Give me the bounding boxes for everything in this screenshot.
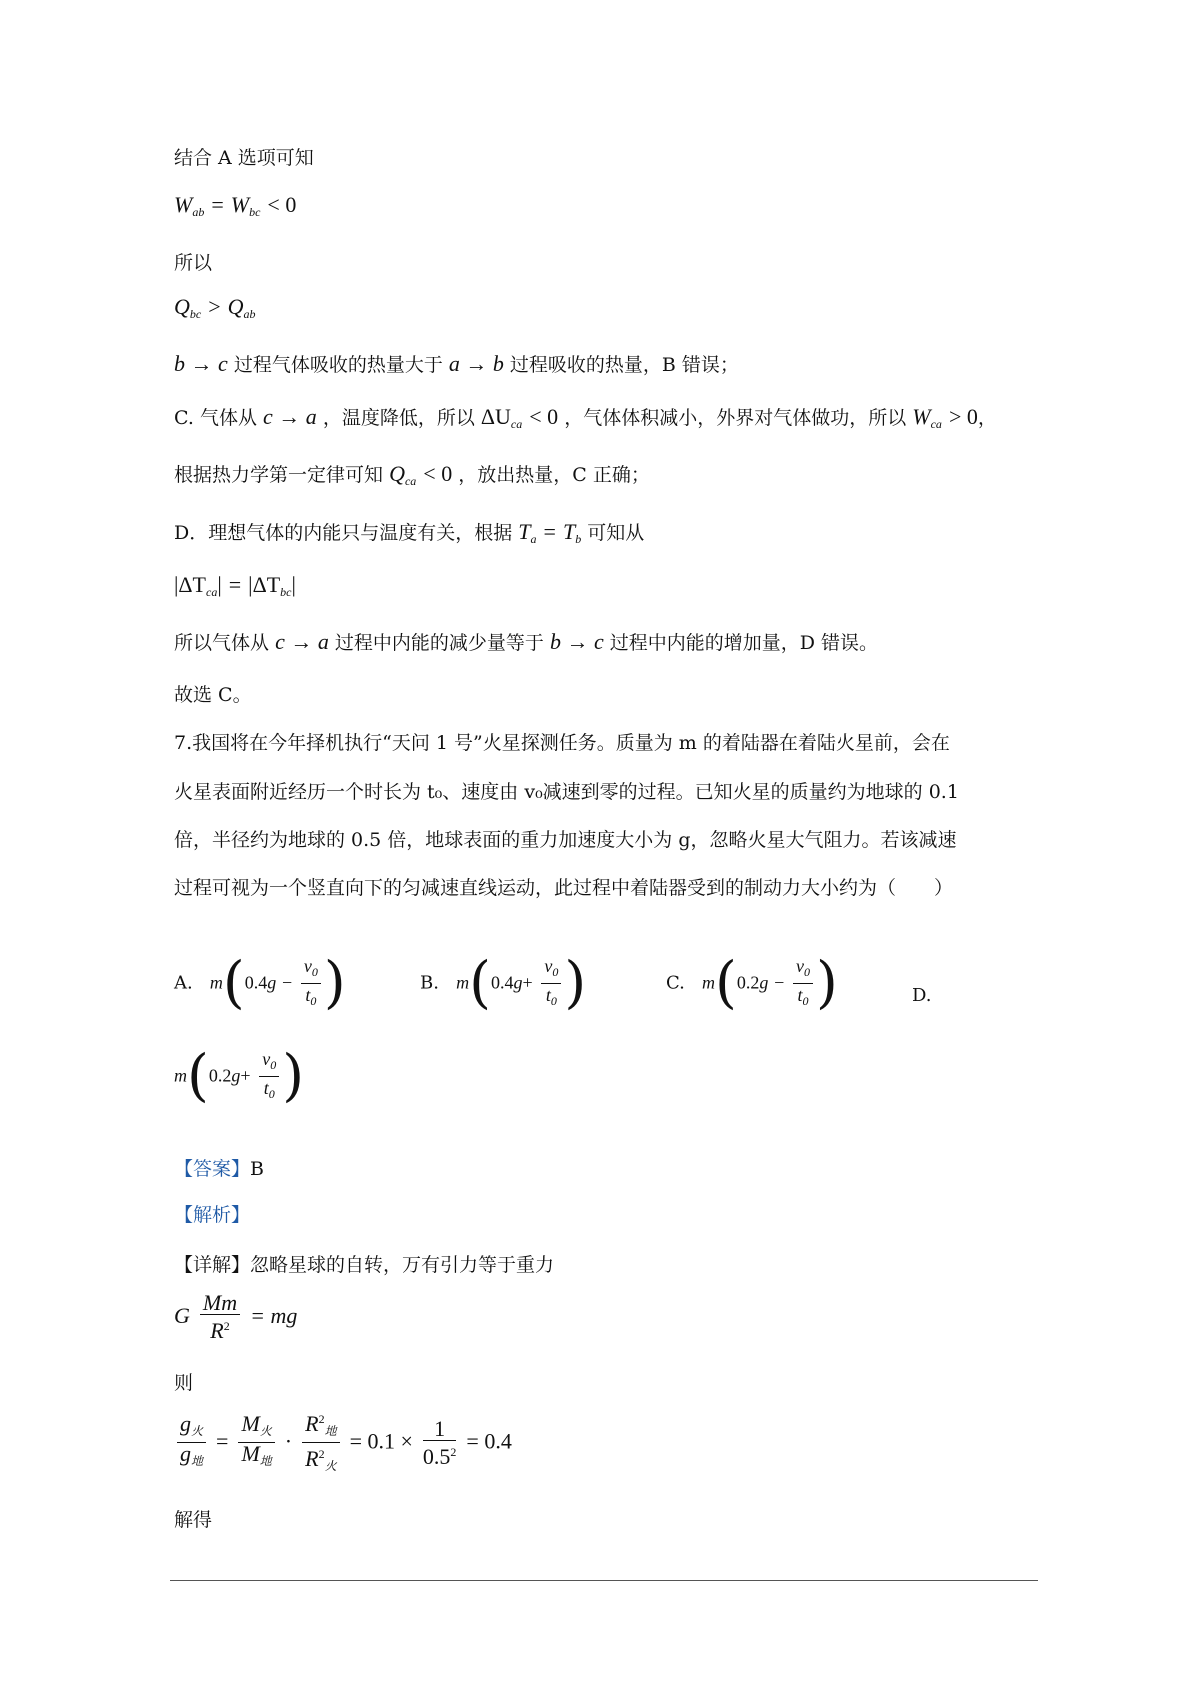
- option-c[interactable]: C. m(0.2g − $\frac{v_0}{t_0}$ ): [666, 950, 838, 1016]
- math-den: R: [210, 1318, 224, 1343]
- math-sub: ca: [206, 585, 218, 599]
- answer-line: [174, 1154, 264, 1181]
- text-line: [174, 1368, 193, 1395]
- math-process: c → a: [263, 404, 317, 429]
- text-choose-c: 故选 C。: [174, 684, 252, 706]
- answer-tag: 【答案】: [174, 1158, 251, 1180]
- detail-line: [174, 1250, 554, 1277]
- math-rhs: = 0.1 ×: [349, 1428, 413, 1454]
- analysis-line: [174, 1200, 250, 1227]
- math-process: b → c: [549, 629, 604, 654]
- option-b[interactable]: B. m(0.4g+ $\frac{v_0}{t_0}$ ): [420, 950, 587, 1016]
- math-du: ΔU: [480, 404, 511, 429]
- option-label: A.: [174, 972, 193, 994]
- option-coef: 0.4: [244, 972, 268, 993]
- question-text: 7.我国将在今年择机执行“天问 1 号”火星探测任务。质量为 m 的着陆器在着陆火星前，会在: [174, 732, 950, 754]
- text-line: [174, 518, 644, 547]
- text-span: ，放出热量，C 正确；: [458, 464, 650, 486]
- math-q: Q: [174, 294, 190, 319]
- text-line: [174, 628, 878, 655]
- math-gt0: > 0: [948, 404, 978, 429]
- detail-text: 忽略星球的自转，万有引力等于重力: [250, 1254, 555, 1276]
- equation-delta-t: $|\Delta T_{ca}| = |\Delta T_{bc}|$: [174, 572, 296, 599]
- math-lt0: < 0: [423, 461, 453, 486]
- text-span: 过程中内能的增加量，D 错误。: [609, 632, 879, 654]
- question-text: 倍，半径约为地球的 0.5 倍，地球表面的重力加速度大小为 g，忽略火星大气阻力。若该减速: [174, 829, 957, 851]
- question-text: 火星表面附近经历一个时长为 t₀、速度由 v₀减速到零的过程。已知火星的质量约为地球的 0.1: [174, 781, 959, 803]
- math-rhs: = mg: [250, 1303, 298, 1328]
- option-coef: 0.2: [208, 1065, 232, 1086]
- option-op: +: [522, 972, 533, 993]
- math-w: W: [912, 404, 931, 429]
- math-sub: a: [530, 532, 537, 546]
- text-then: 则: [174, 1372, 194, 1394]
- text-line: [174, 248, 212, 275]
- option-op: +: [240, 1065, 251, 1086]
- text-line: [174, 1505, 212, 1532]
- answer-value: B: [250, 1158, 264, 1180]
- option-a[interactable]: A. m(0.4g − $\frac{v_0}{t_0}$ ): [174, 950, 346, 1016]
- math-lt0: < 0: [267, 192, 297, 217]
- text-span: 过程中内能的减少量等于: [334, 632, 544, 654]
- option-label: B.: [420, 972, 439, 994]
- math-dt: ΔT: [178, 572, 206, 597]
- question-line: [174, 873, 953, 900]
- option-d[interactable]: [912, 985, 932, 1006]
- math-q: Q: [227, 294, 244, 319]
- math-result: = 0.4: [466, 1428, 512, 1454]
- footer-divider: [170, 1580, 1038, 1581]
- question-line: [174, 825, 957, 852]
- text-solve: 解得: [174, 1509, 213, 1531]
- text-line: [174, 460, 650, 489]
- math-w: W: [230, 192, 250, 217]
- math-t: T: [562, 519, 576, 544]
- math-eq: =: [228, 572, 242, 597]
- question-text: 过程可视为一个竖直向下的匀减速直线运动，此过程中着陆器受到的制动力大小约为（ ）: [174, 877, 954, 899]
- text-span: ，温度降低，所以: [322, 407, 475, 429]
- text-combine-a: 结合 A 选项可知: [174, 147, 314, 169]
- text-span: 过程吸收的热量，B 错误；: [509, 354, 739, 376]
- math-eq: =: [543, 519, 556, 544]
- math-sub: ca: [930, 417, 942, 431]
- math-process: c → a: [275, 629, 329, 654]
- text-span: D．理想气体的内能只与温度有关，根据: [174, 522, 513, 544]
- equation-gravity: G $\frac{Mm}{R^2}$ = mg: [174, 1290, 298, 1343]
- math-dt: ΔT: [252, 572, 281, 597]
- math-sub: bc: [189, 307, 202, 321]
- math-num: Mm: [200, 1292, 240, 1315]
- equation-work: [174, 192, 296, 220]
- math-q: Q: [389, 461, 405, 486]
- text-line: [174, 143, 314, 170]
- text-span: C. 气体从: [174, 407, 257, 429]
- math-sub: ca: [510, 417, 523, 431]
- math-sub: ab: [192, 205, 205, 219]
- option-op: −: [282, 972, 293, 993]
- option-d-expression: m(0.2g+ $\frac{v_0}{t_0}$ ): [174, 1043, 305, 1109]
- math-gt: >: [208, 294, 221, 319]
- math-process: b → c: [174, 351, 228, 376]
- text-line: C. 气体从 c → a ，温度降低，所以 $\Delta U_{ca} < 0$ ，气体体积减小，外界对气体做功，所以 $W_{ca} > 0$，: [174, 404, 997, 431]
- text-span: 可知从: [587, 522, 645, 544]
- math-sub: b: [575, 532, 582, 546]
- text-so: 所以: [174, 252, 213, 274]
- option-op: −: [774, 972, 785, 993]
- option-coef: 0.2: [736, 972, 760, 993]
- option-label: C.: [666, 972, 685, 994]
- math-lt0: < 0: [529, 404, 559, 429]
- math-sub: ca: [404, 474, 417, 488]
- text-span: 根据热力学第一定律可知: [174, 464, 384, 486]
- text-span: 过程气体吸收的热量大于: [233, 354, 443, 376]
- math-process: a → b: [448, 351, 504, 376]
- text-span: 所以气体从: [174, 632, 270, 654]
- math-w: W: [174, 192, 193, 217]
- text-line: [174, 680, 252, 707]
- option-label: D.: [912, 985, 932, 1006]
- math-sub: bc: [280, 585, 292, 599]
- math-eq: =: [211, 192, 224, 217]
- text-line: [174, 350, 739, 377]
- option-coef: 0.4: [490, 972, 514, 993]
- equation-ratio: $\frac{g_火}{g_地}$ = $\frac{M_火}{M_地}$ · $\frac{R^2_地}{R^2_火}$ = 0.1 × $\frac{1}{0.5^2}$ = 0.4: [174, 1408, 512, 1477]
- math-sub: ab: [243, 307, 256, 321]
- question-line: [174, 728, 950, 755]
- math-t: T: [518, 519, 531, 544]
- question-line: [174, 777, 959, 804]
- equation-heat: [174, 294, 256, 322]
- math-sub: bc: [249, 205, 261, 219]
- detail-tag: 【详解】: [174, 1254, 251, 1276]
- analysis-tag: 【解析】: [174, 1204, 251, 1226]
- math-num: 1: [423, 1418, 457, 1441]
- math-den: 0.5: [422, 1443, 451, 1469]
- text-span: ，气体体积减小，外界对气体做功，所以: [564, 407, 907, 429]
